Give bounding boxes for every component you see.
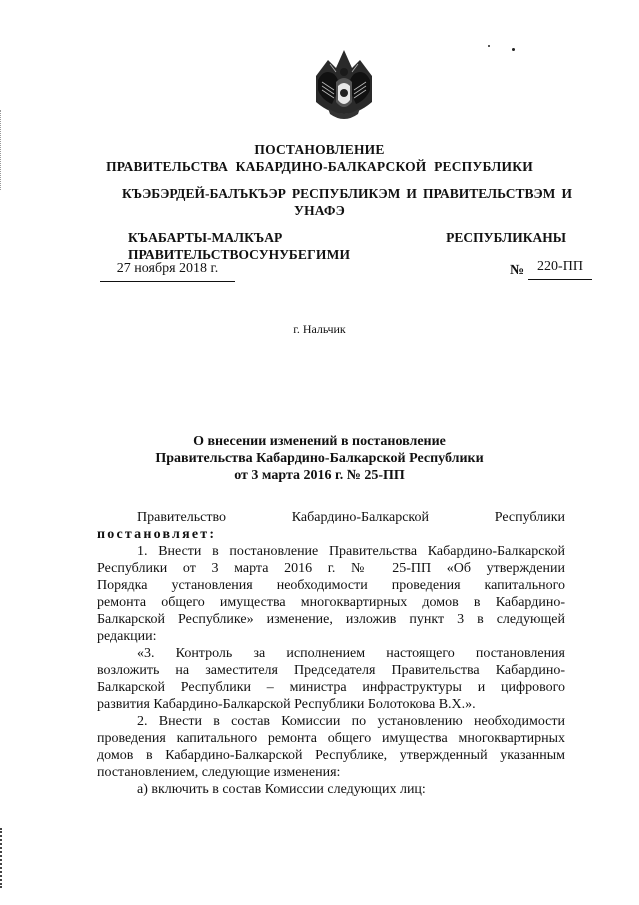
- body-line: Балкарской Республике» изменение, изложив пункт 3 в следующей: [97, 612, 565, 627]
- balkar-heading-line2: БЕГИМИ: [288, 247, 351, 262]
- body-line: 1. Внести в постановление Правительства Кабардино-Балкарской: [137, 544, 565, 559]
- body-line-decree-verb: постановляет:: [97, 527, 217, 542]
- body-line: Балкарской Республики – министра инфраструктуры и цифрового: [97, 680, 565, 695]
- doc-type-heading: ПОСТАНОВЛЕНИЕ: [254, 142, 385, 157]
- document-city: г. Нальчик: [293, 322, 346, 336]
- document-number: 220-ПП: [528, 258, 592, 280]
- body-line: а) включить в состав Комиссии следующих лиц:: [137, 782, 426, 797]
- body-line: ремонта общего имущества многоквартирных домов в Кабардино-: [97, 595, 565, 610]
- balkar-heading-line1: КЪАБАРТЫ-МАЛКЪАР РЕСПУБЛИКАНЫ ПРАВИТЕЛЬСТВОСУНУ: [128, 230, 566, 262]
- body-line: Правительство Кабардино-Балкарской Республики: [137, 510, 565, 525]
- body-line: домов в Кабардино-Балкарской Республике, утвержденный указанным: [97, 748, 565, 763]
- body-line: постановлением, следующие изменения:: [97, 765, 341, 780]
- scan-speck: [512, 48, 515, 51]
- document-date: 27 ноября 2018 г.: [100, 260, 235, 282]
- body-line: редакции:: [97, 629, 157, 644]
- kabardian-heading-line2: УНАФЭ: [293, 203, 346, 218]
- coat-of-arms-emblem: [310, 46, 378, 124]
- kabardian-heading-line1: КЪЭБЭРДЕЙ-БАЛЪКЪЭР РЕСПУБЛИКЭМ И ПРАВИТЕЛЬСТВЭМ И: [122, 186, 572, 201]
- body-line: проведения капитального ремонта общего имущества многоквартирных: [97, 731, 565, 746]
- scan-edge-marks: [0, 828, 6, 888]
- scan-speck: [488, 45, 490, 47]
- issuer-heading: ПРАВИТЕЛЬСТВА КАБАРДИНО-БАЛКАРСКОЙ РЕСПУБЛИКИ: [106, 159, 533, 174]
- title-line: Правительства Кабардино-Балкарской Республики: [155, 451, 484, 466]
- body-line: развития Кабардино-Балкарской Республики Болотокова В.Х.».: [97, 697, 476, 712]
- document-title: [0, 433, 639, 484]
- title-line: О внесении изменений в постановление: [193, 434, 446, 449]
- title-line: от 3 марта 2016 г. № 25-ПП: [234, 468, 405, 483]
- document-body: [97, 509, 565, 798]
- body-line: возложить на заместителя Председателя Правительства Кабардино-: [97, 663, 565, 678]
- number-sign: №: [510, 263, 525, 278]
- body-line: Республики от 3 марта 2016 г. № 25-ПП «Об утверждении: [97, 561, 565, 576]
- body-line: Порядка установления необходимости проведения капитального: [97, 578, 565, 593]
- body-line: «3. Контроль за исполнением настоящего постановления: [137, 646, 565, 661]
- body-line: 2. Внести в состав Комиссии по установлению необходимости: [137, 714, 565, 729]
